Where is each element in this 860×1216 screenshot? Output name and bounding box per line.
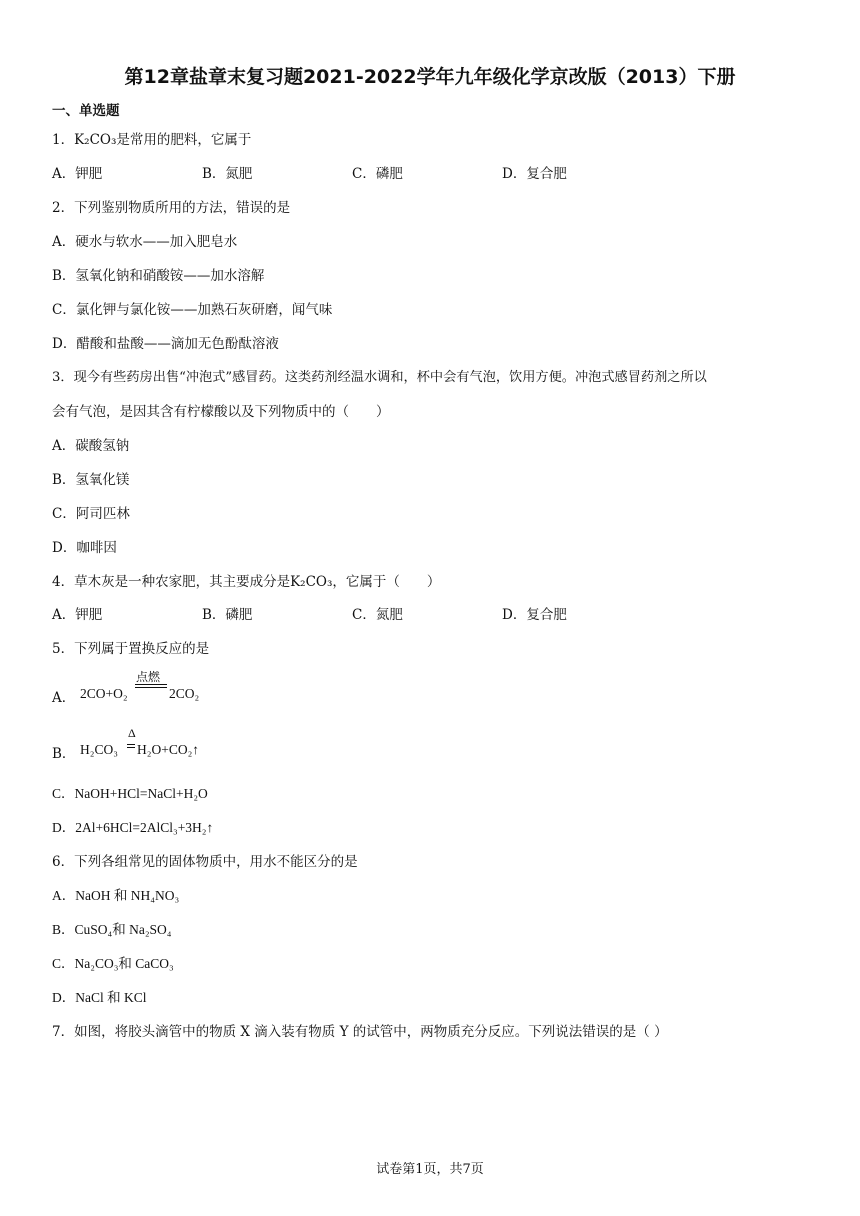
- question-2-option-c: C．氯化钾与氯化铵——加熟石灰研磨，闻气味: [52, 302, 333, 318]
- question-4-option-b: B．磷肥: [202, 607, 253, 623]
- question-1-option-d: D．复合肥: [502, 166, 567, 182]
- question-5-option-d: D．2Al+6HCl=2AlCl₃+3H₂↑: [52, 820, 214, 835]
- equation-a-products: 2CO₂: [169, 686, 200, 701]
- question-5-option-b-equation: [80, 726, 240, 766]
- question-4-option-c: C．氮肥: [352, 607, 403, 623]
- section-heading: 一、单选题: [52, 103, 120, 119]
- question-2-option-a: A．硬水与软水——加入肥皂水: [52, 234, 238, 250]
- question-3-stem-line2: 会有气泡，是因其含有柠檬酸以及下列物质中的（ ）: [52, 404, 390, 420]
- equation-b-reactants: H₂CO₃: [80, 742, 118, 757]
- question-6-option-d: D．NaCl 和 KCl: [52, 990, 147, 1005]
- question-3-option-c: C．阿司匹林: [52, 506, 130, 522]
- equation-a-reactants: 2CO+O₂: [80, 686, 128, 701]
- question-3-option-b: B．氢氧化镁: [52, 472, 130, 488]
- question-2-option-b: B．氢氧化钠和硝酸铵——加水溶解: [52, 268, 265, 284]
- question-5-option-b-label: B．: [52, 746, 76, 762]
- equation-a-equals-sign: [135, 684, 167, 688]
- question-1-option-c: C．磷肥: [352, 166, 403, 182]
- equation-b-equals-sign: [127, 744, 135, 748]
- question-1-option-a: A．钾肥: [52, 166, 103, 182]
- question-3-option-a: A．碳酸氢钠: [52, 438, 130, 454]
- question-5-option-a-equation: [80, 668, 220, 708]
- question-1-option-b: B．氮肥: [202, 166, 253, 182]
- equation-b-products: H₂O+CO₂↑: [137, 742, 200, 757]
- question-6-option-c: C．Na₂CO₃和 CaCO₃: [52, 956, 174, 971]
- question-4-stem: 4．草木灰是一种农家肥，其主要成分是K₂CO₃，它属于（ ）: [52, 574, 441, 590]
- page-footer: 试卷第1页，共7页: [376, 1162, 484, 1177]
- question-5-option-a-label: A．: [52, 690, 76, 706]
- page-title: 第12章盐章末复习题2021-2022学年九年级化学京改版（2013）下册: [124, 66, 736, 88]
- question-3-option-d: D．咖啡因: [52, 540, 117, 556]
- question-5-stem: 5．下列属于置换反应的是: [52, 641, 210, 657]
- question-5-option-c: C．NaOH+HCl=NaCl+H₂O: [52, 786, 208, 801]
- question-6-option-b: B．CuSO₄和 Na₂SO₄: [52, 922, 172, 937]
- question-6-stem: 6．下列各组常见的固体物质中，用水不能区分的是: [52, 854, 358, 870]
- equation-b-condition: Δ: [128, 726, 136, 740]
- equation-a-condition: 点燃: [136, 670, 161, 684]
- question-2-option-d: D．醋酸和盐酸——滴加无色酚酞溶液: [52, 336, 279, 352]
- question-3-stem-line1: 3．现今有些药房出售“冲泡式”感冒药。这类药剂经温水调和，杯中会有气泡，饮用方便。冲泡式感冒药剂之所以: [52, 370, 707, 385]
- question-2-stem: 2．下列鉴别物质所用的方法，错误的是: [52, 200, 291, 216]
- question-1-stem: 1．K₂CO₃是常用的肥料，它属于: [52, 132, 252, 148]
- question-4-option-a: A．钾肥: [52, 607, 103, 623]
- question-4-option-d: D．复合肥: [502, 607, 567, 623]
- question-6-option-a: A．NaOH 和 NH₄NO₃: [52, 888, 180, 903]
- question-7-stem: 7．如图，将胶头滴管中的物质 X 滴入装有物质 Y 的试管中，两物质充分反应。下列说法错误的是（ ）: [52, 1024, 668, 1040]
